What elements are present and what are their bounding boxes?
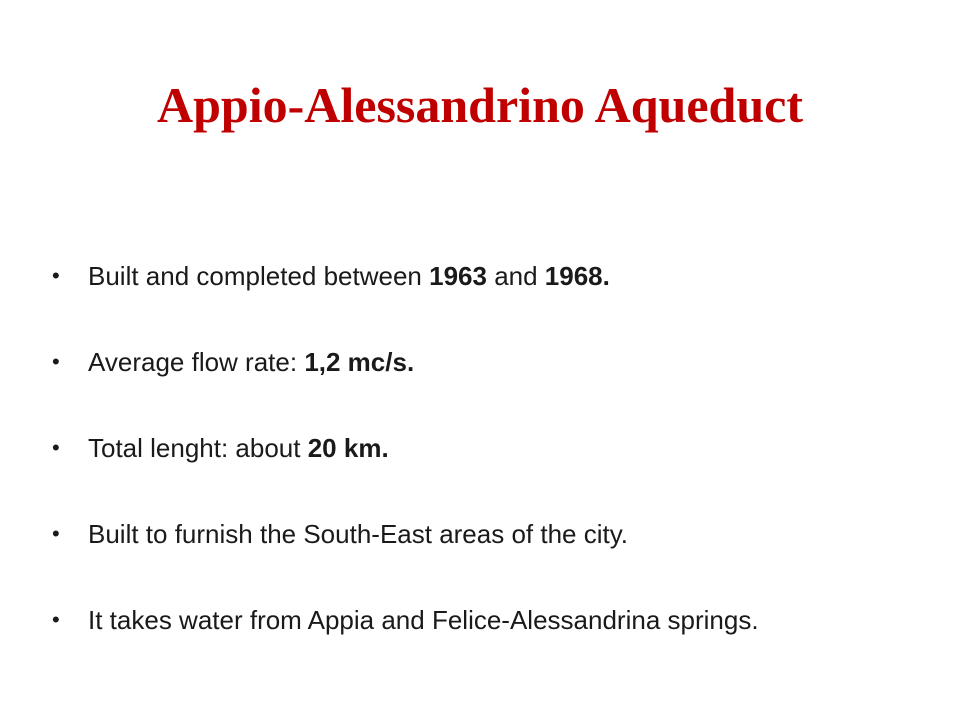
bullet-dot-icon: • — [52, 435, 60, 460]
bullet-text-part: Built to furnish the South-East areas of the city. — [88, 519, 629, 549]
bullet-text-part: It takes water from Appia and Felice-Alessandrina springs. — [88, 605, 759, 635]
slide-title: Appio-Alessandrino Aqueduct — [157, 77, 803, 133]
bullet-list — [50, 254, 930, 684]
bullet-item — [50, 254, 930, 298]
bullet-item — [50, 340, 930, 384]
bullet-text-part: and — [486, 261, 545, 291]
bullet-text-part: 1,2 mc/s. — [304, 347, 415, 377]
bullet-dot-icon: • — [52, 349, 60, 374]
bullet-dot-icon: • — [52, 263, 60, 288]
bullet-item — [50, 598, 930, 642]
bullet-item — [50, 426, 930, 470]
bullet-text-part: 20 km. — [307, 433, 389, 463]
bullet-text-part: Average flow rate: — [88, 347, 305, 377]
bullet-text-part: Total lenght: about — [88, 433, 308, 463]
bullet-item — [50, 512, 930, 556]
bullet-text-part: 1963 — [429, 261, 487, 291]
bullet-text-part: Built and completed between — [88, 261, 430, 291]
bullet-dot-icon: • — [52, 607, 60, 632]
bullet-dot-icon: • — [52, 521, 60, 546]
bullet-text-part: 1968. — [544, 261, 610, 291]
